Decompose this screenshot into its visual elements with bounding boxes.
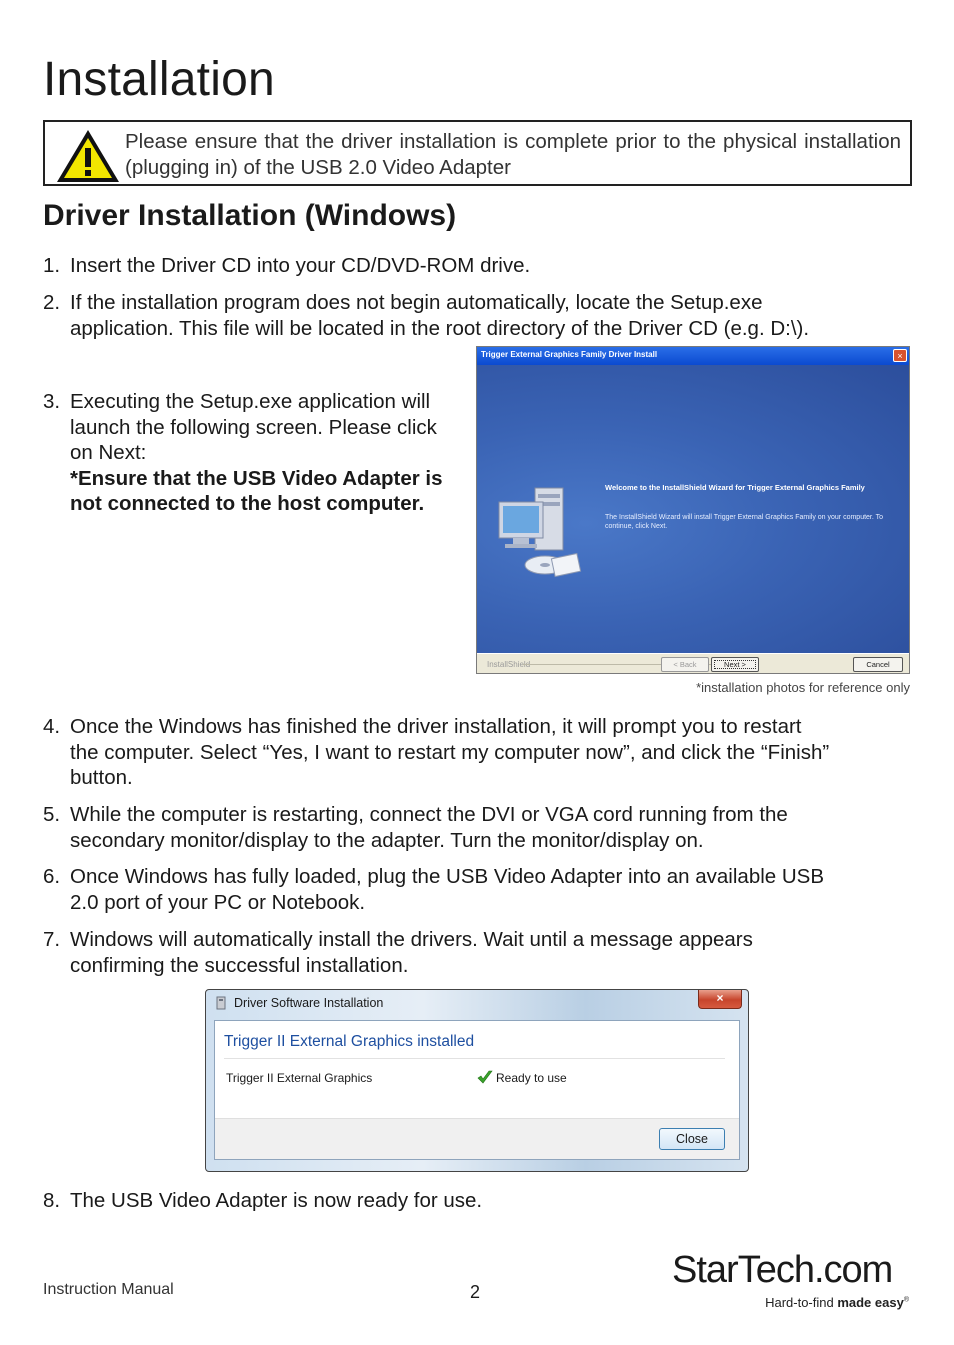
installshield-body (477, 365, 909, 653)
close-button[interactable]: Close (659, 1128, 725, 1150)
section-heading: Driver Installation (Windows) (43, 199, 457, 232)
warning-text: Please ensure that the driver installation is complete prior to the physical installation (plugging in) of the USB 2.0 Video Adapter (125, 130, 901, 179)
tagline-bold: made easy (837, 1295, 904, 1310)
device-icon (216, 996, 226, 1010)
step-number: 8. (43, 1189, 61, 1212)
step-line: application. This file will be located in the root directory of the Driver CD (e.g. D:\). (70, 316, 810, 340)
step-emphasis-line: *Ensure that the USB Video Adapter is (70, 466, 443, 490)
tagline (765, 1295, 909, 1310)
warning-icon (55, 128, 121, 184)
installshield-welcome: Welcome to the InstallShield Wizard for Trigger External Graphics Family (605, 483, 865, 492)
installshield-button-bar (477, 653, 909, 674)
step-line: Executing the Setup.exe application will (70, 390, 431, 413)
close-icon: × (893, 349, 907, 362)
computer-icon (495, 480, 585, 590)
step-number: 2. (43, 291, 61, 314)
dialog-title: Driver Software Installation (234, 996, 384, 1010)
dialog-content (214, 1020, 740, 1160)
device-name: Trigger II External Graphics (226, 1071, 373, 1085)
step-text (70, 714, 930, 791)
step-text (70, 1188, 482, 1214)
step-line: Once Windows has fully loaded, plug the USB Video Adapter into an available USB (70, 865, 825, 888)
back-button[interactable]: < Back (661, 657, 709, 672)
step-line: launch the following screen. Please click (70, 415, 437, 439)
installshield-description: The InstallShield Wizard will install Trigger External Graphics Family on your computer. To continue, click Next. (605, 514, 884, 530)
step-text (70, 927, 920, 978)
device-status: Ready to use (496, 1071, 567, 1085)
step-number: 7. (43, 928, 61, 951)
step-line: Windows will automatically install the drivers. Wait until a message appears (70, 928, 753, 951)
step-number: 6. (43, 865, 61, 888)
step-emphasis-line: not connected to the host computer. (70, 492, 425, 515)
installshield-brand: InstallShield (487, 660, 531, 669)
installshield-titlebar (477, 347, 909, 365)
step-line: the computer. Select “Yes, I want to restart my computer now”, and click the “Finish” (70, 740, 830, 764)
startech-logo (672, 1244, 912, 1292)
page-number: 2 (470, 1282, 481, 1302)
step-number: 3. (43, 390, 61, 413)
step-line: Insert the Driver CD into your CD/DVD-ROM drive. (70, 254, 531, 277)
close-icon[interactable]: × (698, 990, 742, 1009)
next-button[interactable]: Next > (711, 657, 759, 672)
step-number: 1. (43, 254, 61, 277)
step-number: 4. (43, 715, 61, 738)
step-text (70, 389, 480, 517)
step-text (70, 864, 920, 915)
photo-caption: *installation photos for reference only (696, 680, 910, 695)
tagline-regular: Hard-to-find (765, 1295, 838, 1310)
step-line: secondary monitor/display to the adapter. Turn the monitor/display on. (70, 828, 704, 852)
step-number: 5. (43, 803, 61, 826)
checkmark-icon (477, 1069, 493, 1085)
dialog-heading: Trigger II External Graphics installed (224, 1033, 475, 1050)
step-line: If the installation program does not begin automatically, locate the Setup.exe (70, 291, 763, 314)
step-line: on Next: (70, 441, 147, 464)
step-line: The USB Video Adapter is now ready for use. (70, 1189, 483, 1212)
cancel-button[interactable]: Cancel (853, 657, 903, 672)
step-line: While the computer is restarting, connect the DVI or VGA cord running from the (70, 803, 788, 826)
logo-text: StarTech.com (672, 1249, 893, 1291)
installshield-screenshot (476, 346, 910, 674)
step-line: confirming the successful installation. (70, 953, 409, 977)
page-title: Installation (43, 53, 275, 106)
driver-install-dialog-screenshot (205, 989, 749, 1172)
step-line: button. (70, 766, 133, 789)
step-line: Once the Windows has finished the driver installation, it will prompt you to restart (70, 715, 802, 738)
warning-box (43, 120, 912, 186)
step-text (70, 290, 920, 341)
registered-mark: ® (903, 1296, 909, 1304)
step-text (70, 802, 920, 853)
installshield-title: Trigger External Graphics Family Driver Install (481, 350, 658, 359)
step-text (70, 253, 530, 279)
dialog-footer (215, 1118, 739, 1159)
footer-manual-label: Instruction Manual (43, 1281, 174, 1298)
step-line: 2.0 port of your PC or Notebook. (70, 890, 366, 914)
divider (224, 1058, 725, 1059)
